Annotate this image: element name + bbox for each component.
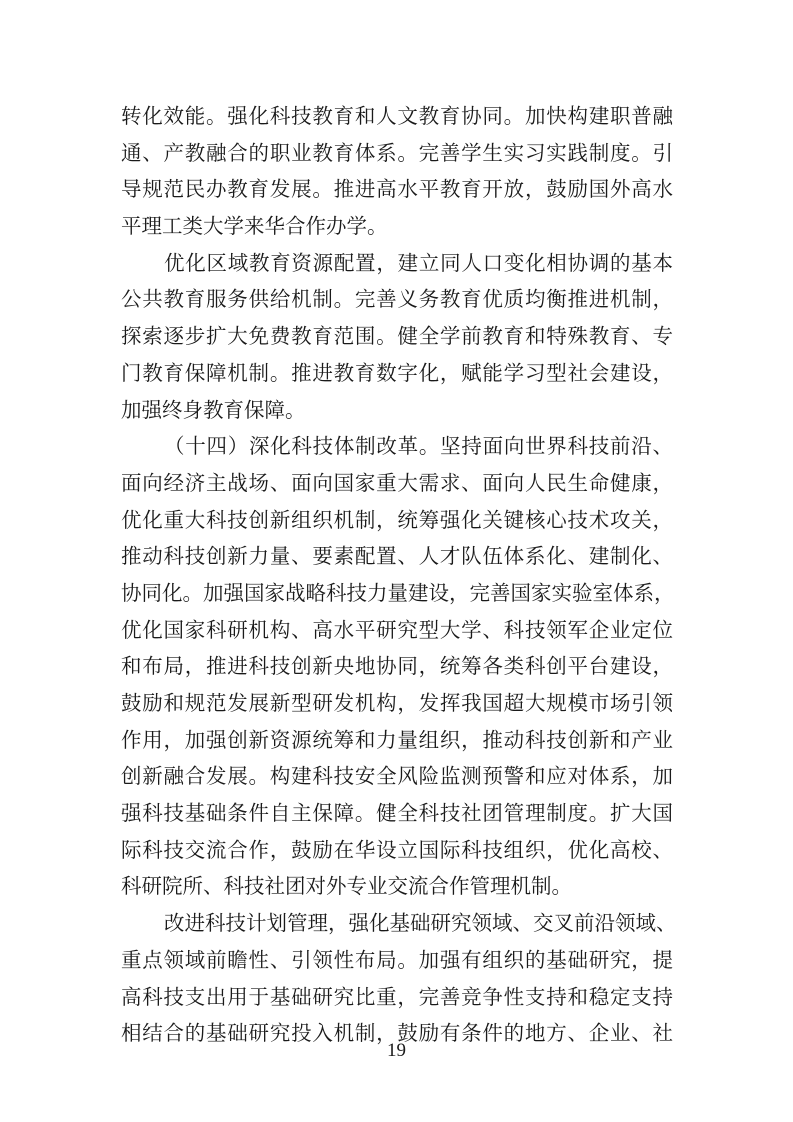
text-line: 作用，加强创新资源统筹和力量组织，推动科技创新和产业 bbox=[121, 727, 673, 752]
text-line: 鼓励和规范发展新型研发机构，发挥我国超大规模市场引领 bbox=[121, 691, 673, 715]
text-line: 公共教育服务供给机制。完善义务教育优质均衡推进机制， bbox=[121, 287, 673, 312]
text-line: 推动科技创新力量、要素配置、人才队伍体系化、建制化、 bbox=[121, 544, 673, 569]
text-line: 创新融合发展。构建科技安全风险监测预警和应对体系，加 bbox=[121, 764, 673, 789]
text-line: （十四）深化科技体制改革。坚持面向世界科技前沿、 bbox=[164, 434, 673, 459]
text-line: 强科技基础条件自主保障。健全科技社团管理制度。扩大国 bbox=[121, 801, 673, 826]
text-line: 科研院所、科技社团对外专业交流合作管理机制。 bbox=[121, 874, 572, 899]
text-line: 通、产教融合的职业教育体系。完善学生实习实践制度。引 bbox=[121, 140, 673, 165]
text-line: 导规范民办教育发展。推进高水平教育开放，鼓励国外高水 bbox=[121, 177, 673, 202]
text-line: 加强终身教育保障。 bbox=[121, 397, 306, 422]
body-text bbox=[121, 98, 677, 1052]
text-line: 高科技支出用于基础研究比重，完善竞争性支持和稳定支持 bbox=[121, 984, 673, 1009]
text-line: 相结合的基础研究投入机制，鼓励有条件的地方、企业、社 bbox=[121, 1021, 673, 1046]
page-number: 19 bbox=[387, 1040, 406, 1061]
text-line: 重点领域前瞻性、引领性布局。加强有组织的基础研究，提 bbox=[121, 947, 673, 972]
text-line: 际科技交流合作，鼓励在华设立国际科技组织，优化高校、 bbox=[121, 837, 673, 862]
text-line: 优化国家科研机构、高水平研究型大学、科技领军企业定位 bbox=[121, 617, 673, 642]
text-line: 平理工类大学来华合作办学。 bbox=[121, 214, 388, 239]
text-line: 协同化。加强国家战略科技力量建设，完善国家实验室体系， bbox=[121, 580, 675, 605]
text-line: 转化效能。强化科技教育和人文教育协同。加快构建职普融 bbox=[121, 104, 673, 128]
text-line: 改进科技计划管理，强化基础研究领域、交叉前沿领域、 bbox=[164, 911, 677, 936]
text-line: 优化区域教育资源配置，建立同人口变化相协调的基本 bbox=[164, 250, 673, 275]
text-line: 和布局，推进科技创新央地协同，统筹各类科创平台建设， bbox=[121, 654, 673, 679]
text-line: 探索逐步扩大免费教育范围。健全学前教育和特殊教育、专 bbox=[121, 324, 673, 349]
text-line: 面向经济主战场、面向国家重大需求、面向人民生命健康， bbox=[121, 470, 673, 495]
text-line: 门教育保障机制。推进教育数字化，赋能学习型社会建设， bbox=[121, 360, 673, 385]
text-line: 优化重大科技创新组织机制，统筹强化关键核心技术攻关， bbox=[121, 507, 673, 532]
